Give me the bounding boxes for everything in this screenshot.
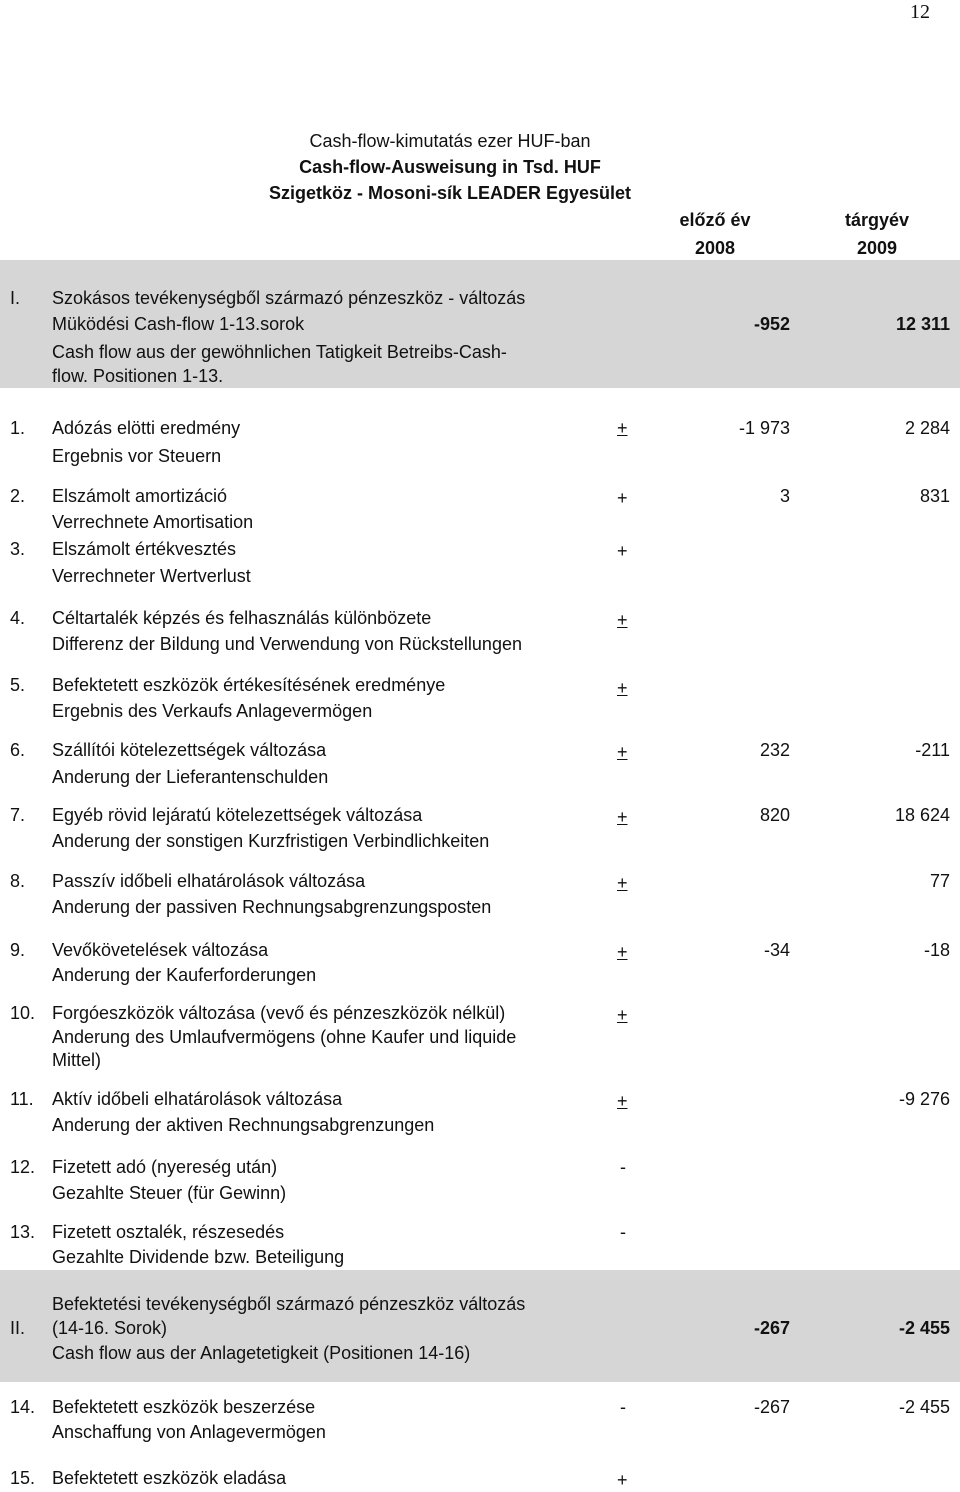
row-2-sign: + — [617, 488, 628, 508]
section-2-line-1: Befektetési tevékenységből származó pénzeszköz változás — [52, 1294, 526, 1314]
row-3-sign: + — [617, 541, 628, 561]
title-line-2: Cash-flow-Ausweisung in Tsd. HUF — [299, 157, 601, 177]
row-2-hu: Elszámolt amortizáció — [52, 486, 228, 506]
row-3-hu: Elszámolt értékvesztés — [52, 539, 237, 559]
row-6-hu: Szállítói kötelezettségek változása — [52, 740, 327, 760]
row-6-prev: 232 — [759, 740, 790, 760]
row-7-hu: Egyéb rövid lejáratú kötelezettségek változása — [52, 805, 423, 825]
row-9-sign: + — [617, 942, 628, 962]
row-1-curr: 2 284 — [904, 418, 950, 438]
row-6-de: Anderung der Lieferantenschulden — [52, 767, 329, 787]
row-9-index: 9. — [10, 940, 26, 960]
row-5-hu: Befektetett eszközök értékesítésének eredménye — [52, 675, 446, 695]
row-4-index: 4. — [10, 608, 26, 628]
row-7-curr: 18 624 — [894, 805, 950, 825]
row-13-de: Gezahlte Dividende bzw. Beteiligung — [52, 1247, 345, 1267]
row-1-prev: -1 973 — [738, 418, 790, 438]
row-11-curr: -9 276 — [898, 1089, 950, 1109]
section-1-index: I. — [10, 288, 21, 308]
row-14-hu: Befektetett eszközök beszerzése — [52, 1397, 316, 1417]
row-1-sign: + — [617, 418, 628, 438]
column-header-curr-label: tárgyév — [844, 210, 910, 230]
row-7-prev: 820 — [759, 805, 790, 825]
section-1-curr: 12 311 — [895, 314, 950, 334]
row-5-sign: + — [617, 678, 628, 698]
row-4-hu: Céltartalék képzés és felhasználás különbözete — [52, 608, 432, 628]
row-6-sign: + — [617, 742, 628, 762]
row-13-sign: - — [620, 1222, 626, 1242]
section-2-line-3: Cash flow aus der Anlagetetigkeit (Positionen 14-16) — [52, 1343, 471, 1363]
column-header-prev — [660, 206, 770, 262]
row-9-de: Anderung der Kauferforderungen — [52, 965, 317, 985]
row-10-hu: Forgóeszközök változása (vevő és pénzeszközök nélkül) — [52, 1003, 506, 1023]
section-2-index: II. — [10, 1318, 26, 1338]
row-3-index: 3. — [10, 539, 26, 559]
row-2-index: 2. — [10, 486, 26, 506]
section-1-line-3: Cash flow aus der gewöhnlichen Tatigkeit Betreibs-Cash- — [52, 342, 507, 362]
row-5-index: 5. — [10, 675, 26, 695]
column-header-prev-label: előző év — [679, 210, 751, 230]
row-8-hu: Passzív időbeli elhatárolások változása — [52, 871, 366, 891]
row-8-de: Anderung der passiven Rechnungsabgrenzungsposten — [52, 897, 492, 917]
row-2-prev: 3 — [779, 486, 790, 506]
document-title — [0, 128, 960, 206]
row-4-de: Differenz der Bildung und Verwendung von Rückstellungen — [52, 634, 522, 654]
row-12-index: 12. — [10, 1157, 36, 1177]
row-10-index: 10. — [10, 1003, 36, 1023]
row-14-de: Anschaffung von Anlagevermögen — [52, 1422, 326, 1442]
row-1-de: Ergebnis vor Steuern — [52, 446, 222, 466]
row-13-index: 13. — [10, 1222, 36, 1242]
row-6-index: 6. — [10, 740, 26, 760]
row-10-sign: + — [617, 1005, 628, 1025]
row-7-de: Anderung der sonstigen Kurzfristigen Verbindlichkeiten — [52, 831, 490, 851]
row-14-prev: -267 — [753, 1397, 790, 1417]
section-2-prev: -267 — [753, 1318, 790, 1338]
row-11-index: 11. — [10, 1089, 34, 1109]
row-1-index: 1. — [10, 418, 26, 438]
row-9-curr: -18 — [923, 940, 950, 960]
section-1-prev: -952 — [753, 314, 790, 334]
row-13-hu: Fizetett osztalék, részesedés — [52, 1222, 285, 1242]
row-12-hu: Fizetett adó (nyereség után) — [52, 1157, 278, 1177]
column-header-curr — [820, 206, 934, 262]
section-1-line-1: Szokásos tevékenységből származó pénzeszköz - változás — [52, 288, 526, 308]
title-line-1: Cash-flow-kimutatás ezer HUF-ban — [309, 131, 591, 151]
row-10-de-2: Mittel) — [52, 1050, 101, 1070]
section-2-curr: -2 455 — [898, 1318, 950, 1338]
row-12-sign: - — [620, 1157, 626, 1177]
row-11-sign: + — [617, 1091, 628, 1111]
row-14-curr: -2 455 — [898, 1397, 950, 1417]
row-9-prev: -34 — [763, 940, 790, 960]
column-header-curr-year: 2009 — [856, 238, 898, 258]
title-line-3: Szigetköz - Mosoni-sík LEADER Egyesület — [268, 183, 632, 203]
row-7-index: 7. — [10, 805, 26, 825]
page-number: 12 — [910, 1, 930, 23]
row-14-sign: - — [620, 1397, 626, 1417]
section-2-line-2: (14-16. Sorok) — [52, 1318, 168, 1338]
section-1-line-4: flow. Positionen 1-13. — [52, 366, 224, 386]
row-2-de: Verrechnete Amortisation — [52, 512, 254, 532]
row-5-de: Ergebnis des Verkaufs Anlagevermögen — [52, 701, 373, 721]
row-9-hu: Vevőkövetelések változása — [52, 940, 269, 960]
column-header-prev-year: 2008 — [694, 238, 736, 258]
row-6-curr: -211 — [915, 740, 950, 760]
row-1-hu: Adózás elötti eredmény — [52, 418, 241, 438]
row-10-de: Anderung des Umlaufvermögens (ohne Kaufer und liquide — [52, 1027, 517, 1047]
row-4-sign: + — [617, 610, 628, 630]
row-2-curr: 831 — [919, 486, 950, 506]
row-11-hu: Aktív időbeli elhatárolások változása — [52, 1089, 343, 1109]
row-15-hu: Befektetett eszközök eladása — [52, 1468, 287, 1488]
row-14-index: 14. — [10, 1397, 36, 1417]
row-7-sign: + — [617, 807, 628, 827]
row-15-sign: + — [617, 1470, 628, 1490]
row-8-index: 8. — [10, 871, 26, 891]
row-8-sign: + — [617, 873, 628, 893]
row-11-de: Anderung der aktiven Rechnungsabgrenzungen — [52, 1115, 435, 1135]
row-15-index: 15. — [10, 1468, 36, 1488]
section-1-line-2: Müködési Cash-flow 1-13.sorok — [52, 314, 305, 334]
row-8-curr: 77 — [929, 871, 950, 891]
row-3-de: Verrechneter Wertverlust — [52, 566, 251, 586]
row-12-de: Gezahlte Steuer (für Gewinn) — [52, 1183, 287, 1203]
